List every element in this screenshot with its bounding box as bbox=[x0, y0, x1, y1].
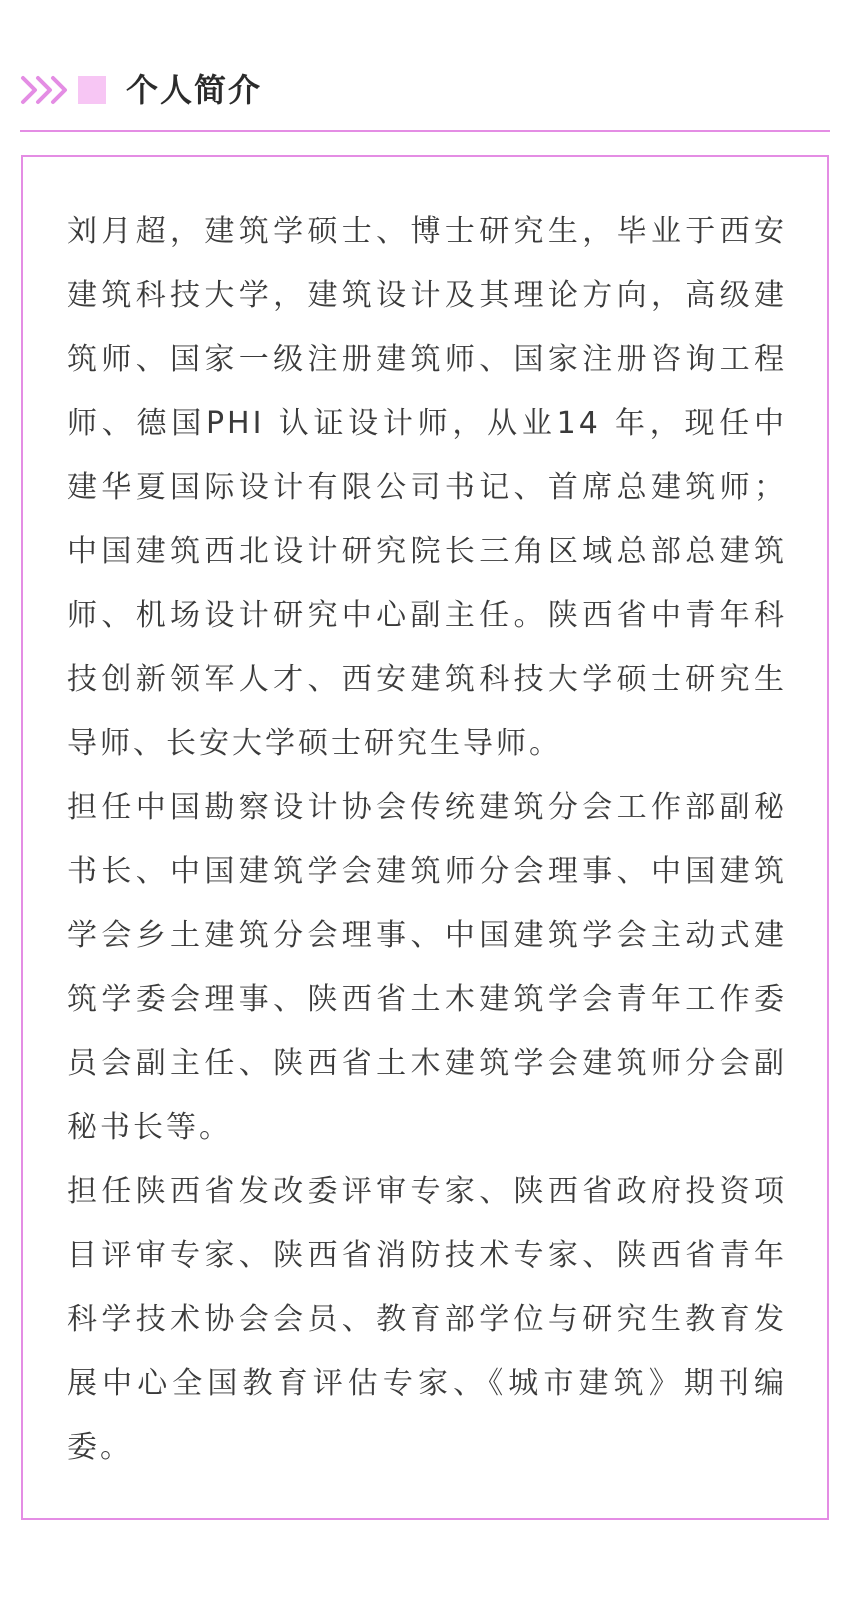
section-title: 个人简介 bbox=[126, 71, 263, 109]
section-header bbox=[20, 62, 830, 118]
bio-paragraph: 担任陕西省发改委评审专家、陕西省政府投资项目评审专家、陕西省消防技术专家、陕西省青年科学技术协会会员、教育部学位与研究生教育发展中心全国教育评估专家、《城市建筑》期刊编委。 bbox=[67, 1174, 787, 1465]
bio-paragraph: 担任中国勘察设计协会传统建筑分会工作部副秘书长、中国建筑学会建筑师分会理事、中国建筑学会乡土建筑分会理事、中国建筑学会主动式建筑学委会理事、陕西省土木建筑学会青年工作委员会副主任、陕西省土木建筑学会建筑师分会副秘书长等。 bbox=[67, 790, 787, 1145]
square-icon bbox=[78, 76, 106, 104]
bio-paragraph: 刘月超，建筑学硕士、博士研究生，毕业于西安建筑科技大学，建筑设计及其理论方向，高级建筑师、国家一级注册建筑师、国家注册咨询工程师、德国PHI 认证设计师，从业14 年，现任中建华夏国际设计有限公司书记、首席总建筑师；中国建筑西北设计研究院长三角区域总部总建筑师、机场设计研究中心副主任。陕西省中青年科技创新领军人才、西安建筑科技大学硕士研究生导师、长安大学硕士研究生导师。 bbox=[67, 214, 787, 761]
chevrons-right-icon bbox=[20, 72, 72, 108]
header-divider bbox=[20, 130, 830, 132]
bio-content bbox=[67, 200, 787, 1480]
